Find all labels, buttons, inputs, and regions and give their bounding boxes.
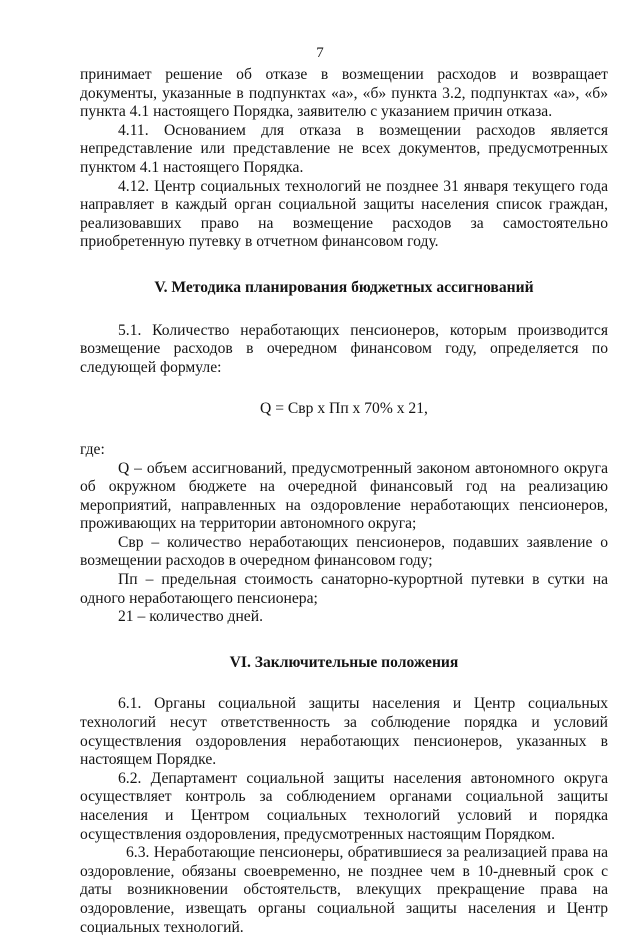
- paragraph-6-2: 6.2. Департамент социальной защиты населения автономного округа осуществляет контроль за соблюдением органами социальной защиты населения и Центром социальных технологий условий и порядка осуществления оздоровления, предусмотренных настоящим Порядком.: [80, 769, 608, 843]
- section-6-heading: VI. Заключительные положения: [229, 653, 459, 671]
- definition-pp: Пп – предельная стоимость санаторно-курортной путевки в сутки на одного неработающего пенсионера;: [80, 571, 608, 607]
- definition-q: Q – объем ассигнований, предусмотренный законом автономного округа об окружном бюджете на очередной финансовый год на реализацию мероприятий, направленных на оздоровление неработающих пенсионеров, проживающих на территории автономного округа;: [80, 459, 608, 533]
- paragraph-4-11: 4.11. Основанием для отказа в возмещении расходов является непредставление или представление не всех документов, предусмотренных пунктом 4.1 настоящего Порядка.: [80, 121, 608, 176]
- formula: Q = Свр х Пп х 70% х 21,: [260, 400, 428, 418]
- definition-svr: Свр – количество неработающих пенсионеров, подавших заявление о возмещении расходов в очередном финансовом году;: [80, 533, 608, 570]
- definition-21: 21 – количество дней.: [118, 608, 263, 626]
- section-5-heading: V. Методика планирования бюджетных ассигнований: [154, 278, 534, 296]
- paragraph-6-1: 6.1. Органы социальной защиты населения и Центр социальных технологий несут ответственность за соблюдение порядка и условий осуществления оздоровления неработающих пенсионеров, указанных в настоящем Порядке.: [80, 695, 608, 769]
- paragraph-5-1: 5.1. Количество неработающих пенсионеров, которым производится возмещение расходов в очередном финансовом году, определяется по следующей формуле:: [80, 321, 608, 376]
- page-number: 7: [316, 45, 324, 61]
- paragraph-4-12: 4.12. Центр социальных технологий не позднее 31 января текущего года направляет в каждый орган социальной защиты населения список граждан, реализовавших право на возмещение расходов за самостоятельно приобретенную путевку в отчетном финансовом году.: [80, 177, 608, 251]
- document-body: [80, 66, 608, 937]
- where-label: где:: [80, 440, 105, 458]
- paragraph-refusal-continuation: принимает решение об отказе в возмещении расходов и возвращает документы, указанные в подпунктах «а», «б» пункта 3.2, подпунктах «а», «б» пункта 4.1 настоящего Порядка, заявителю с указанием причин отказа.: [80, 66, 608, 121]
- paragraph-6-3: 6.3. Неработающие пенсионеры, обратившиеся за реализацией права на оздоровление, обязаны своевременно, не позднее чем в 10-дневный срок с даты возникновении обстоятельств, влекущих прекращение права на оздоровление, извещать органы социальной защиты населения и Центр социальных технологий.: [80, 844, 608, 936]
